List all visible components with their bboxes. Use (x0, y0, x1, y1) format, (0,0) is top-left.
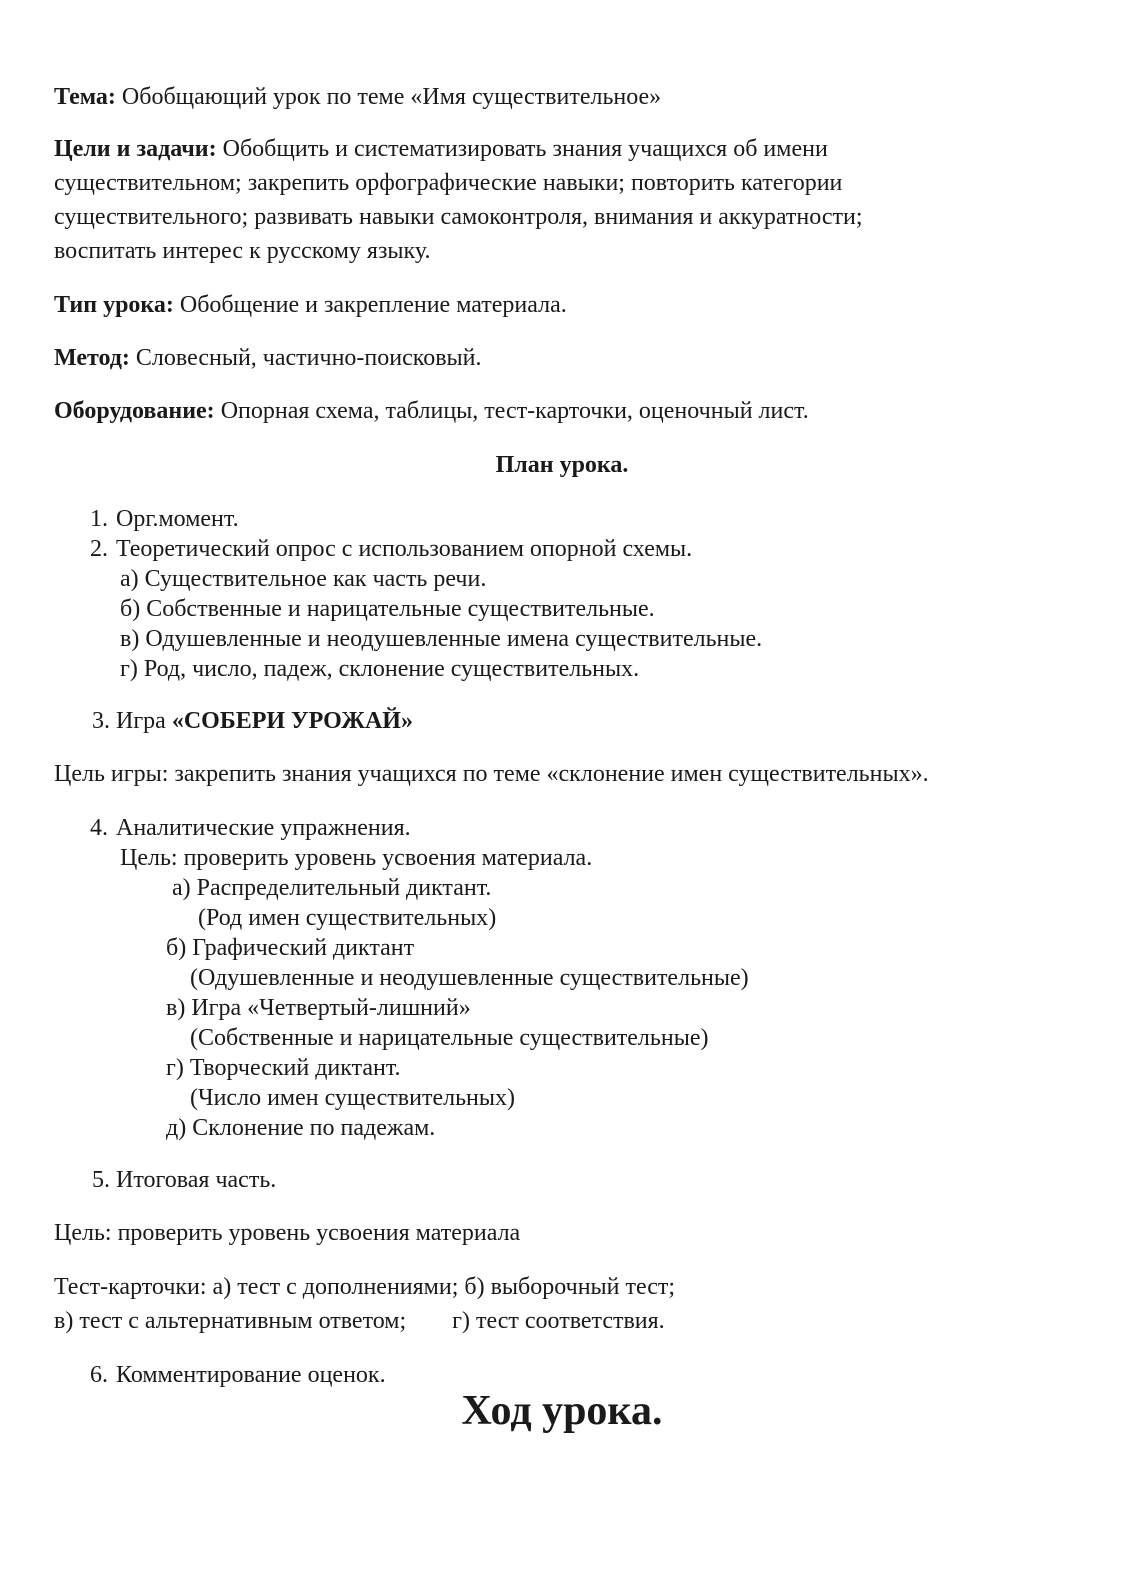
goals-paragraph (54, 134, 1074, 266)
exercise-e-title: д) Склонение по падежам. (166, 1115, 436, 1141)
method-text: Словесный, частично-поисковый. (135, 345, 482, 371)
plan-item-6-text: Комментирование оценок. (116, 1362, 386, 1388)
plan-item-3 (92, 706, 413, 736)
plan-item-2-sub-c: в) Одушевленные и неодушевленные имена существительные. (120, 626, 763, 652)
course-title: Ход урока. (461, 1388, 663, 1434)
method-label: Метод: (54, 345, 130, 371)
plan-item-2-sub-b: б) Собственные и нарицательные существительные. (120, 596, 655, 622)
tema-paragraph (54, 82, 1074, 112)
plan-item-1 (72, 504, 239, 534)
lesson-type-label: Тип урока: (54, 292, 174, 318)
plan-item-1-text: Орг.момент. (116, 506, 239, 532)
plan-item-3-number: 3. (92, 708, 110, 734)
exercise-c-note: (Собственные и нарицательные существительные) (190, 1025, 709, 1051)
plan-item-4-goal: Цель: проверить уровень усвоения материала. (120, 845, 593, 871)
exercise-a-title: а) Распределительный диктант. (172, 875, 492, 901)
goals-label: Цели и задачи: (54, 136, 217, 162)
goals-text-1: Обобщить и систематизировать знания учащихся об имени (222, 136, 828, 162)
test-cards-line-2-part-2: г) тест соответствия. (452, 1308, 665, 1334)
plan-item-1-number: 1. (90, 506, 108, 532)
game-goal: Цель игры: закрепить знания учащихся по теме «склонение имен существительных». (54, 761, 929, 787)
plan-item-5-text: Итоговая часть. (116, 1167, 277, 1193)
method-paragraph (54, 343, 1074, 373)
exercise-b-note: (Одушевленные и неодушевленные существительные) (190, 965, 749, 991)
exercise-a-note: (Род имен существительных) (198, 905, 497, 931)
plan-item-2 (72, 534, 692, 564)
tema-text: Обобщающий урок по теме «Имя существительное» (121, 84, 662, 110)
goals-line-2: существительном; закрепить орфографические навыки; повторить категории (54, 170, 843, 196)
equipment-text: Опорная схема, таблицы, тест-карточки, оценочный лист. (220, 398, 809, 424)
test-cards-line-2-part-1: в) тест с альтернативным ответом; (54, 1308, 407, 1334)
plan-item-3-prefix: Игра (116, 708, 166, 734)
plan-item-5-number: 5. (92, 1167, 110, 1193)
plan-item-2-sub-a: а) Существительное как часть речи. (120, 566, 487, 592)
plan-item-2-number: 2. (90, 536, 108, 562)
goals-line-4: воспитать интерес к русскому языку. (54, 238, 431, 264)
test-cards-line-2 (54, 1306, 665, 1336)
plan-item-4-text: Аналитические упражнения. (116, 815, 411, 841)
plan-item-4-number: 4. (90, 815, 108, 841)
plan-item-2-sub-d: г) Род, число, падеж, склонение существительных. (120, 656, 640, 682)
lesson-type-text: Обобщение и закрепление материала. (179, 292, 567, 318)
plan-item-5 (92, 1165, 276, 1195)
plan-title: План урока. (495, 452, 629, 478)
exercise-c-title: в) Игра «Четвертый-лишний» (166, 995, 471, 1021)
exercise-d-note: (Число имен существительных) (190, 1085, 515, 1111)
exercise-b-title: б) Графический диктант (166, 935, 415, 961)
goals-line-1 (54, 134, 1074, 164)
exercise-d-title: г) Творческий диктант. (166, 1055, 401, 1081)
plan-item-6-number: 6. (90, 1362, 108, 1388)
final-goal: Цель: проверить уровень усвоения материала (54, 1220, 521, 1246)
equipment-paragraph (54, 396, 1074, 426)
tema-label: Тема: (54, 84, 116, 110)
plan-item-2-text: Теоретический опрос с использованием опорной схемы. (116, 536, 693, 562)
plan-item-3-game-name: «СОБЕРИ УРОЖАЙ» (171, 708, 413, 734)
goals-line-3: существительного; развивать навыки самоконтроля, внимания и аккуратности; (54, 204, 863, 230)
equipment-label: Оборудование: (54, 398, 215, 424)
lesson-type-paragraph (54, 290, 1074, 320)
plan-item-4 (72, 813, 411, 843)
test-cards-line-1: Тест-карточки: а) тест с дополнениями; б) выборочный тест; (54, 1274, 676, 1300)
